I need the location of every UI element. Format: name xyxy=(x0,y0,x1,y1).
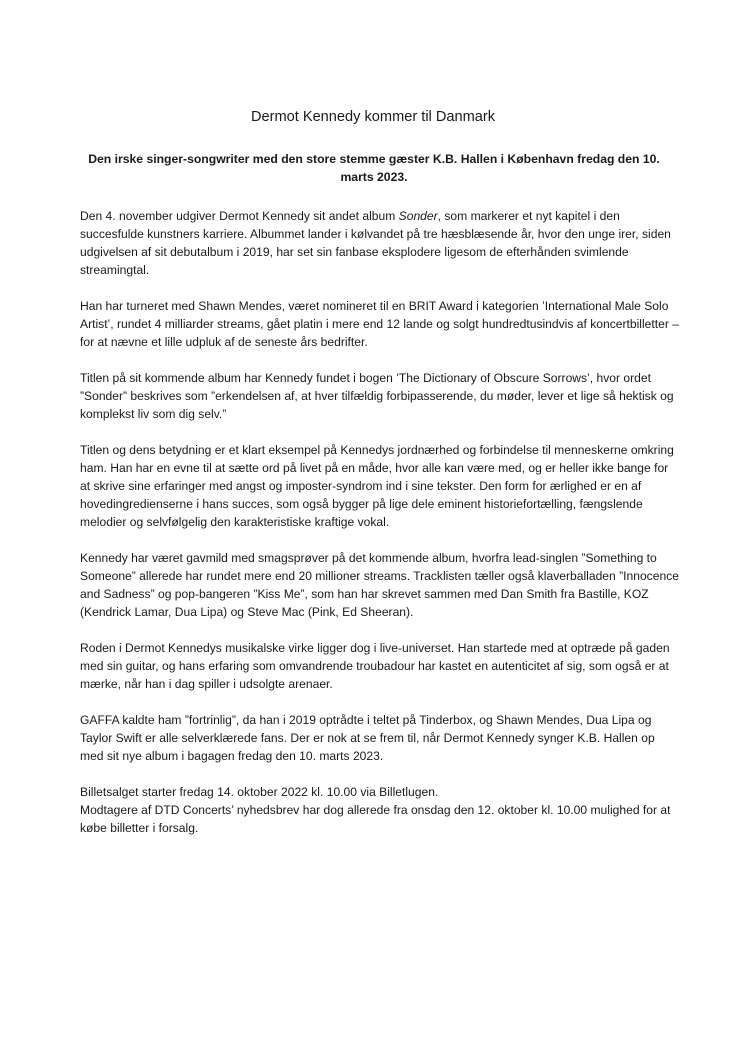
paragraph-text: Den 4. november udgiver Dermot Kennedy sit andet album xyxy=(80,209,399,223)
album-title: Sonder xyxy=(398,209,438,223)
paragraph-presale: Modtagere af DTD Concerts’ nyhedsbrev har dog allerede fra onsdag den 12. oktober kl. 10.00 mulighed for at købe billetter i forsalg. xyxy=(80,803,671,835)
paragraph-ticket-sale: Billetsalget starter fredag 14. oktober 2022 kl. 10.00 via Billetlugen. xyxy=(80,785,439,799)
document-body xyxy=(80,207,680,837)
paragraph-live-roots: Roden i Dermot Kennedys musikalske virke ligger dog i live-universet. Han startede med at optræde på gaden med sin guitar, og hans erfaring som omvandrende troubadour har kastet en autenticitet af sig, som også er at mærke, når han i dag spiller i udsolgte arenaer. xyxy=(80,641,670,691)
paragraph-text: , som markerer et nyt kapitel i den succesfulde kunstners karriere. Albummet lander i kølvandet på tre hæsblæsende år, hvor den unge irer, siden udgivelsen af sit debutalbum i 2019, har set sin fanbase eksplodere ligesom de efterhånden svimlende streamingtal. xyxy=(80,209,671,277)
document-title: Dermot Kennedy kommer til Danmark xyxy=(250,109,496,125)
paragraph-album-title-meaning: Titlen på sit kommende album har Kennedy fundet i bogen ’The Dictionary of Obscure Sorrows’, hvor ordet ”Sonder” beskrives som ”erkendelsen af, at hver tilfældig forbipasserende, du møder, lever et lige så hektisk og komplekst liv som dig selv.” xyxy=(80,371,674,421)
paragraph-songwriting: Titlen og dens betydning er et klart eksempel på Kennedys jordnærhed og forbindelse til menneskerne omkring ham. Han har en evne til at sætte ord på livet på en måde, hvor alle kan være med, og er heller ikke bange for at skrive sine erfaringer med angst og imposter-syndrom ind i sine tekster. Den form for ærlighed er en af hovedingredienserne i hans succes, som også bygger på lige dele eminent historiefortælling, fængslende melodier og selvfølgelig den karakteristiske kraftige vokal. xyxy=(80,443,674,529)
document-subtitle: Den irske singer-songwriter med den store stemme gæster K.B. Hallen i København fredag den 10. marts 2023. xyxy=(88,152,660,184)
paragraph-achievements: Han har turneret med Shawn Mendes, været nomineret til en BRIT Award i kategorien ’International Male Solo Artist’, rundet 4 milliarder streams, gået platin i mere end 12 lande og solgt hundredtusindvis af koncertbilletter – for at nævne et lille udpluk af de seneste års bedrifter. xyxy=(80,299,679,349)
paragraph-singles: Kennedy har været gavmild med smagsprøver på det kommende album, hvorfra lead-singlen ”Something to Someone” allerede har rundet mere end 20 millioner streams. Tracklisten tæller også klaverballaden ”Innocence and Sadness” og pop-bangeren ”Kiss Me”, som han har skrevet sammen med Dan Smith fra Bastille, KOZ (Kendrick Lamar, Dua Lipa) og Steve Mac (Pink, Ed Sheeran). xyxy=(80,551,679,619)
paragraph-fans: GAFFA kaldte ham ”fortrinlig”, da han i 2019 optrådte i teltet på Tinderbox, og Shawn Mendes, Dua Lipa og Taylor Swift er alle selverklærede fans. Der er nok at se frem til, når Dermot Kennedy synger K.B. Hallen op med sit nye album i bagagen fredag den 10. marts 2023. xyxy=(80,713,655,763)
paragraph-album-announcement xyxy=(80,207,680,279)
